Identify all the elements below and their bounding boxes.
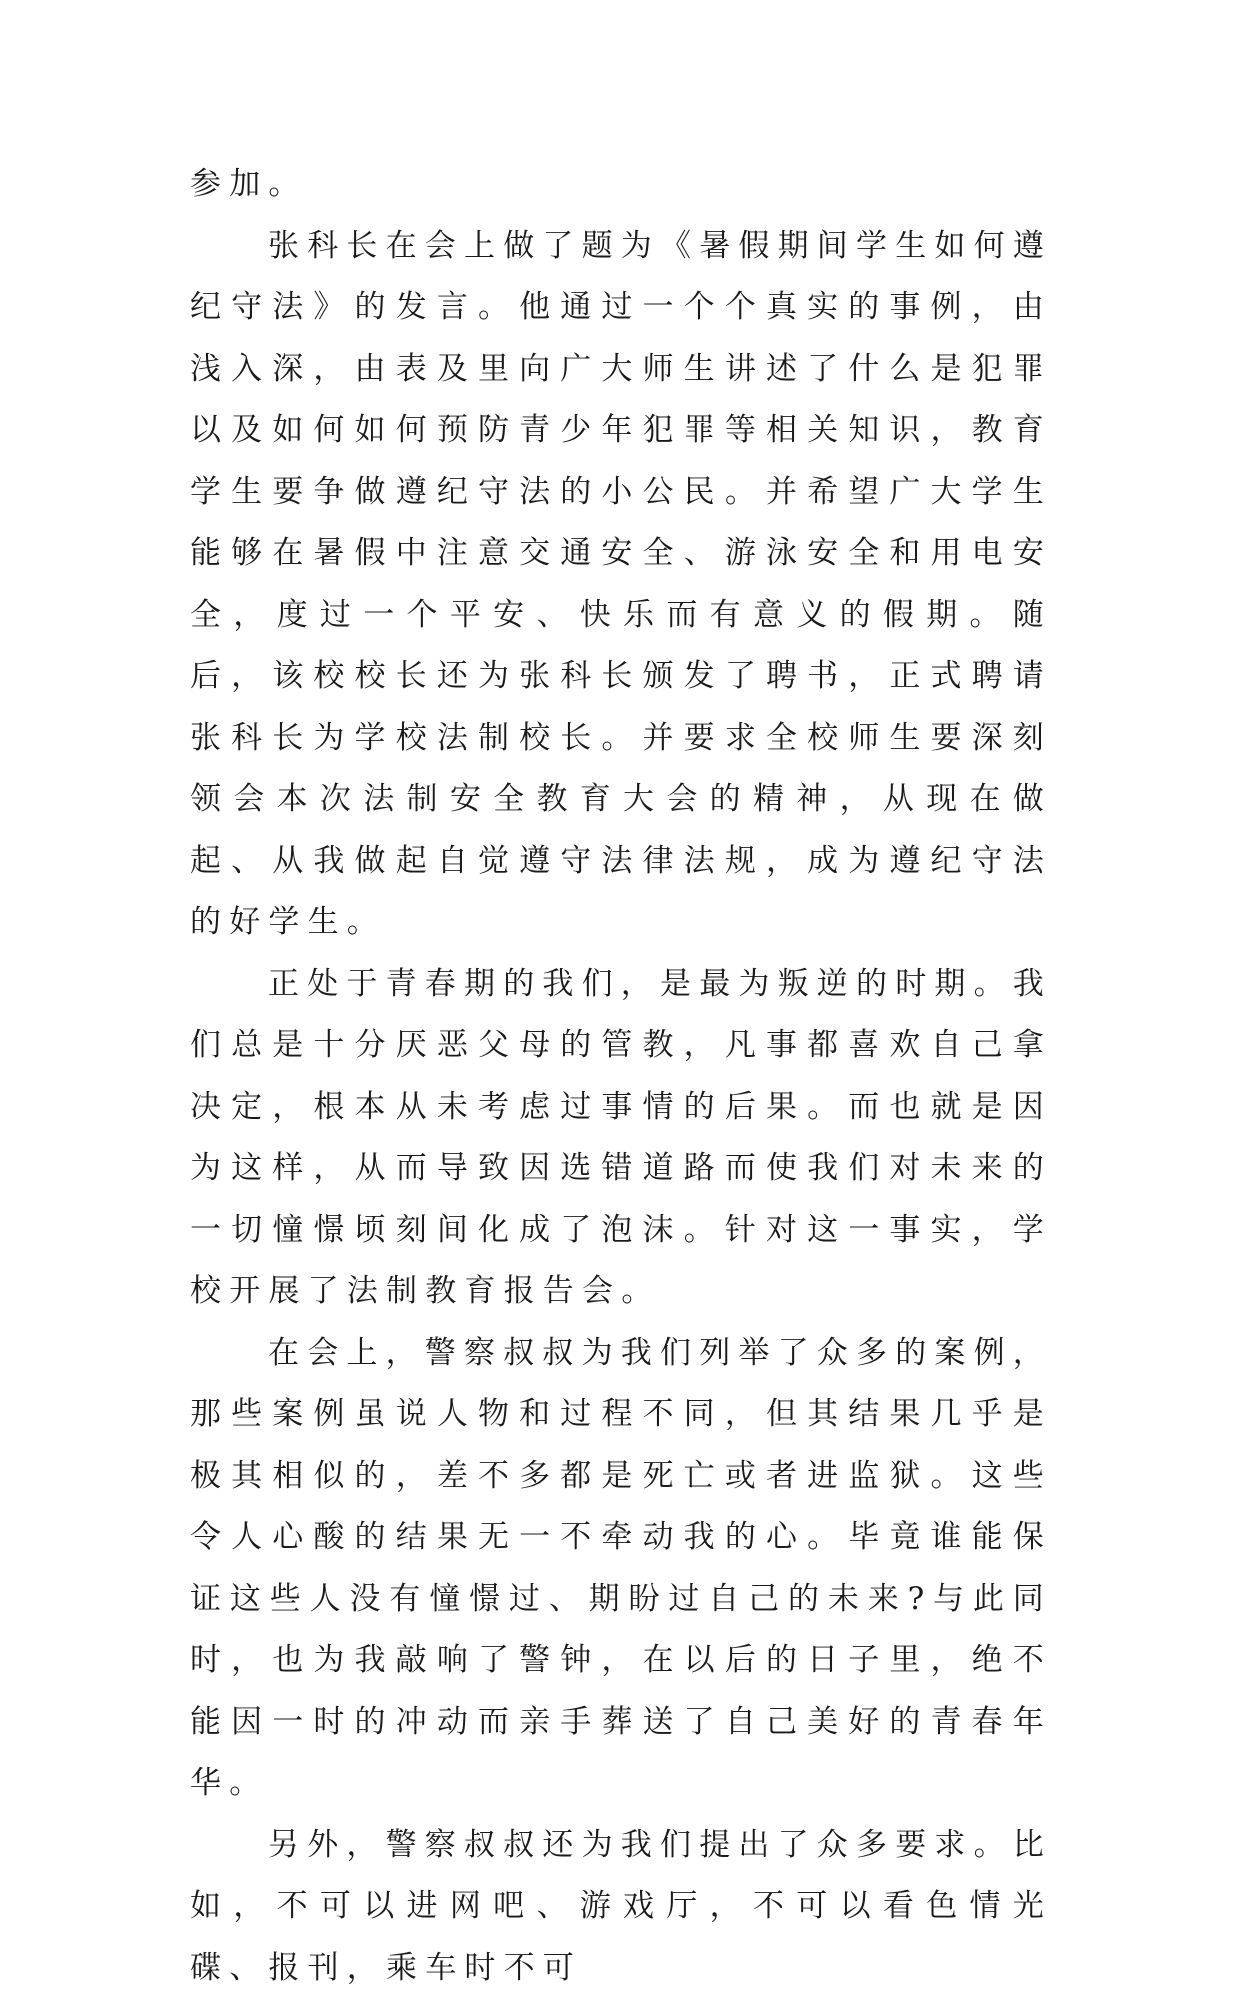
- paragraph-speech-summary: 张科长在会上做了题为《暑假期间学生如何遵纪守法》的发言。他通过一个个真实的事例，由浅入深，由表及里向广大师生讲述了什么是犯罪以及如何如何预防青少年犯罪等相关知识，教育学生要争做遵纪守法的小公民。并希望广大学生能够在暑假中注意交通安全、游泳安全和用电安全，度过一个平安、快乐而有意义的假期。随后，该校校长还为张科长颁发了聘书，正式聘请张科长为学校法制校长。并要求全校师生要深刻领会本次法制安全教育大会的精神，从现在做起、从我做起自觉遵守法律法规，成为遵纪守法的好学生。: [190, 216, 1052, 954]
- paragraph-case-examples: 在会上，警察叔叔为我们列举了众多的案例，那些案例虽说人物和过程不同，但其结果几乎是极其相似的，差不多都是死亡或者进监狱。这些令人心酸的结果无一不牵动我的心。毕竟谁能保证这些人没有憧憬过、期盼过自己的未来?与此同时，也为我敲响了警钟，在以后的日子里，绝不能因一时的冲动而亲手葬送了自己美好的青春年华。: [190, 1323, 1052, 1815]
- paragraph-requirements: 另外，警察叔叔还为我们提出了众多要求。比如，不可以进网吧、游戏厅，不可以看色情光碟、报刊，乘车时不可: [190, 1815, 1052, 1999]
- paragraph-continuation: 参加。: [190, 154, 1052, 216]
- document-body: [190, 154, 1052, 1999]
- paragraph-adolescence: 正处于青春期的我们，是最为叛逆的时期。我们总是十分厌恶父母的管教，凡事都喜欢自己拿决定，根本从未考虑过事情的后果。而也就是因为这样，从而导致因选错道路而使我们对未来的一切憧憬顷刻间化成了泡沫。针对这一事实，学校开展了法制教育报告会。: [190, 954, 1052, 1323]
